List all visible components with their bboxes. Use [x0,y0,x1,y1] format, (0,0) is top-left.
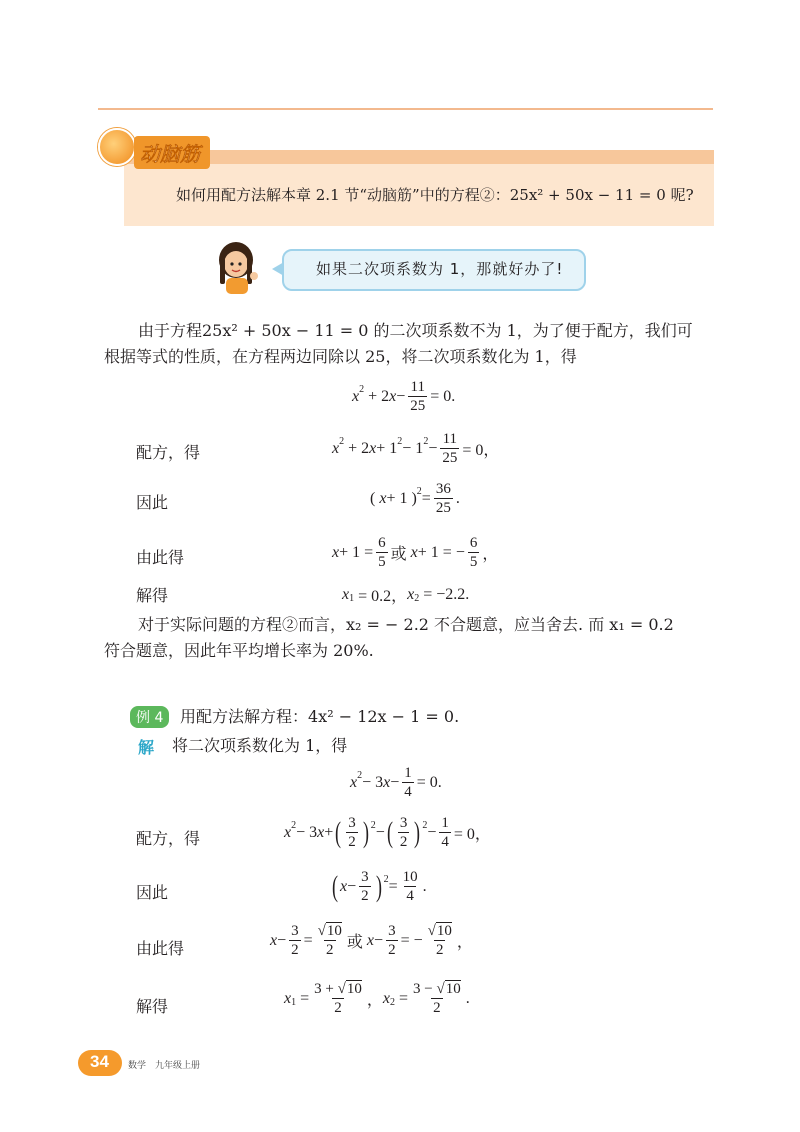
step-label-peifang: 配方，得 [136,443,201,462]
example-eq-normalized: x 2 − 3 x − 1 4 = 0. [350,765,442,800]
think-title: 动脑筋 [134,136,210,169]
think-question-equation: 25x² + 50x − 11 = 0 [509,186,666,204]
example-eq-solutions: x 1 = 3 + √10 2 ， x 2 = 3 − √10 2 . [284,981,470,1016]
example-badge: 例 4 [130,706,169,728]
para2-line2: 符合题意，因此年平均增长率为 20%. [104,641,374,660]
para1-line1: 由于方程25x² + 50x − 11 = 0 的二次项系数不为 1，为了便于配方，我们可 [138,321,693,340]
equation-complete-square: x 2 + 2 x + 1 2 − 1 2 − 11 25 = 0， [332,431,500,466]
solution-label: 解 [138,738,155,757]
brain-icon [98,128,136,166]
example-first-step: 将二次项系数化为 1，得 [172,736,348,755]
example-eq-complete-square: x 2 − 3 x + ( 3 2 ) 2 − ( 3 2 ) 2 − 1 4 = 0， [284,815,491,850]
para2-line1: 对于实际问题的方程②而言，x₂ = − 2.2 不合题意，应当舍去. 而 x₁ = 0.2 [138,615,674,634]
step-label-yinci: 因此 [136,493,169,512]
step-label-jiede: 解得 [136,586,169,605]
example-prompt: 用配方法解方程：4x² − 12x − 1 = 0. [180,707,460,726]
page-number: 34 [90,1052,109,1071]
ex-step-label-jiede: 解得 [136,997,169,1016]
think-question [176,184,694,205]
ex-step-label-youcide: 由此得 [136,939,185,958]
equation-solutions: x 1 = 0.2， x 2 = −2.2. [342,585,470,605]
girl-illustration-icon [210,238,266,296]
para1-line2: 根据等式的性质，在方程两边同除以 25，将二次项系数化为 1，得 [104,347,577,366]
top-rule [98,108,713,110]
equation-normalized: x 2 + 2 x − 11 25 = 0. [352,379,456,414]
ex-step-label-peifang: 配方，得 [136,829,201,848]
speech-bubble-text: 如果二次项系数为 1，那就好办了! [316,260,564,278]
equation-roots-form: x + 1 = 6 5 或 x + 1 = − 6 5 ， [332,535,499,570]
ex-or-text: 或 [346,932,363,951]
step-label-youcide: 由此得 [136,548,185,567]
footer-text: 数学 九年级上册 [128,1061,201,1071]
or-text: 或 [390,544,407,563]
example-eq-square-form: ( x − 3 2 ) 2 = 10 4 . [332,869,427,904]
think-question-text: 如何用配方法解本章 2.1 节“动脑筋”中的方程②： [176,186,510,204]
think-header-band [124,150,714,164]
ex-step-label-yinci: 因此 [136,883,169,902]
example-eq-roots-form: x − 3 2 = √10 2 或 x − 3 2 = − √10 2 ， [270,923,473,958]
think-question-suffix: 呢? [665,186,694,204]
equation-square-form: ( x + 1 ) 2 = 36 25 . [370,481,460,516]
